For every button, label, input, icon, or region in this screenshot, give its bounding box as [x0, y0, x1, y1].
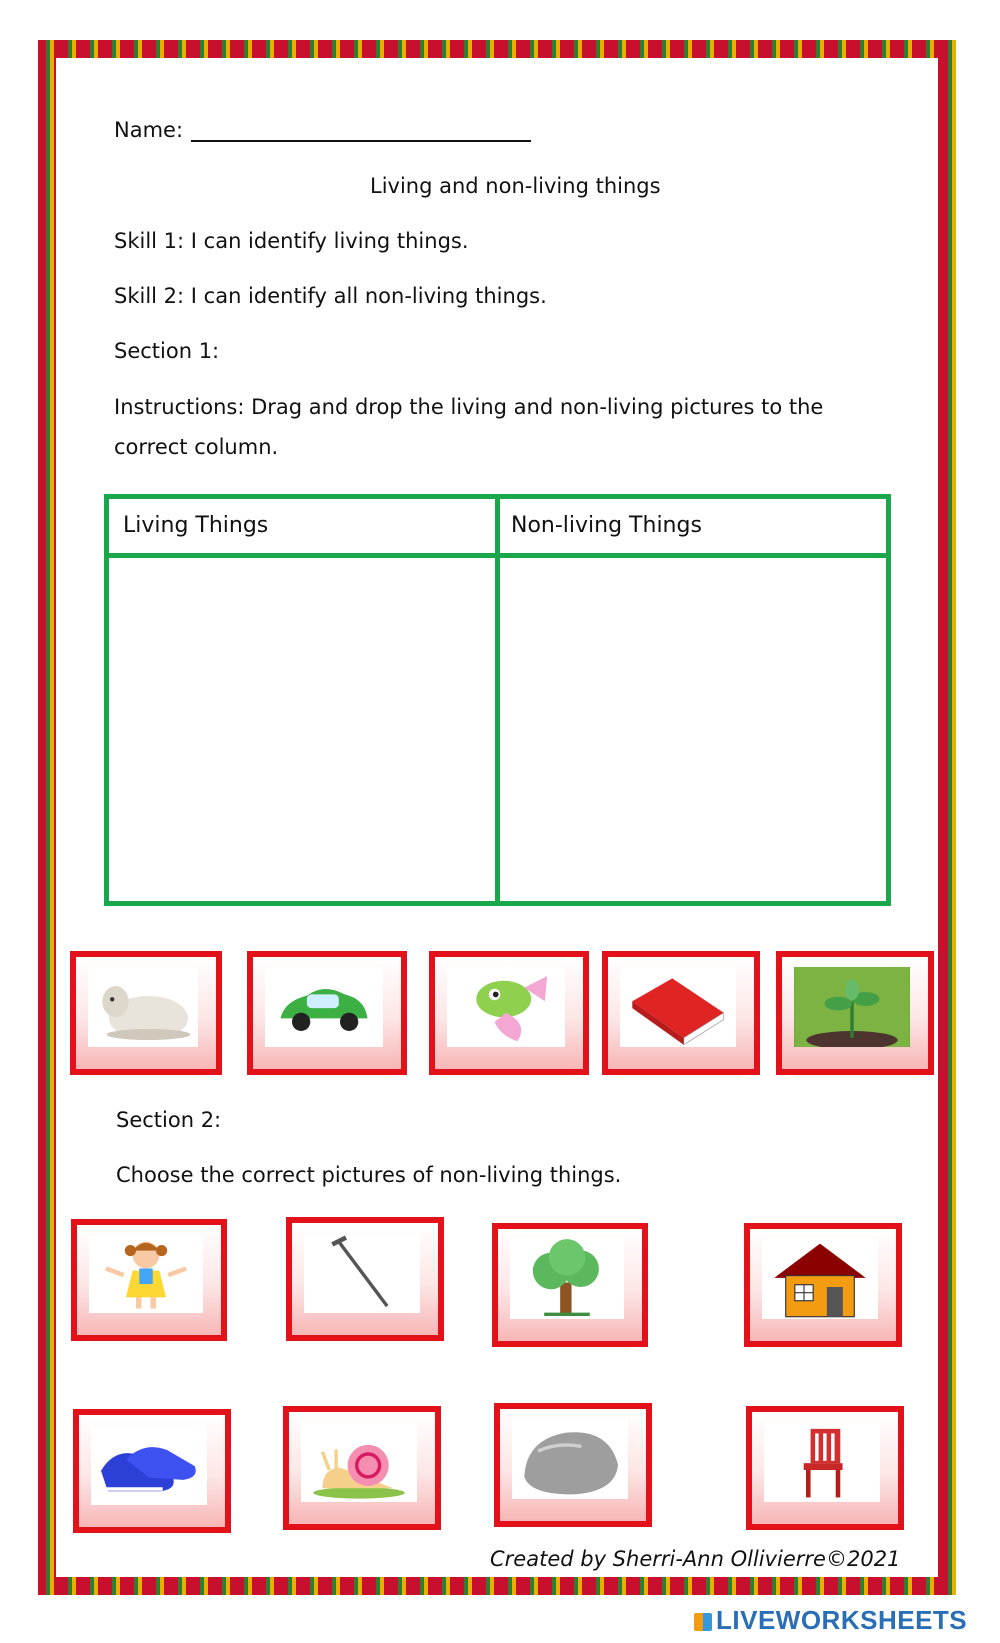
drag-card-book[interactable]	[602, 951, 760, 1075]
instructions-line-1: Instructions: Drag and drop the living and non-living pictures to the	[114, 395, 824, 419]
car-icon	[265, 967, 383, 1047]
drag-card-fish[interactable]	[429, 951, 589, 1075]
choice-card-nail[interactable]	[286, 1217, 444, 1341]
girl-icon	[89, 1235, 203, 1313]
choice-card-girl[interactable]	[71, 1219, 227, 1341]
snail-icon	[301, 1422, 417, 1502]
nail-icon	[304, 1233, 420, 1313]
rock-icon	[512, 1419, 628, 1499]
fish-icon	[447, 967, 565, 1047]
chair-icon	[764, 1422, 880, 1502]
credit-text: Created by Sherri-Ann Ollivierre©2021	[490, 1547, 901, 1571]
tree-icon	[510, 1239, 624, 1319]
house-icon	[762, 1239, 878, 1319]
name-row	[114, 118, 531, 142]
non-living-things-header: Non-living Things	[511, 513, 702, 538]
plant-icon	[794, 967, 910, 1047]
section-2-heading: Section 2:	[116, 1108, 222, 1132]
skill-2-text: Skill 2: I can identify all non-living things.	[114, 284, 547, 308]
liveworksheets-logo	[694, 1605, 967, 1636]
choice-card-tree[interactable]	[492, 1223, 648, 1347]
choice-card-house[interactable]	[744, 1223, 902, 1347]
non-living-drop-zone[interactable]	[500, 558, 886, 901]
name-label: Name:	[114, 118, 184, 142]
shoes-icon	[91, 1425, 207, 1505]
drag-card-sheep[interactable]	[70, 951, 222, 1075]
choice-card-chair[interactable]	[746, 1406, 904, 1530]
living-drop-zone[interactable]	[109, 558, 495, 901]
drag-card-car[interactable]	[247, 951, 407, 1075]
section-2-instruction: Choose the correct pictures of non-living things.	[116, 1163, 622, 1187]
choice-card-shoes[interactable]	[73, 1409, 231, 1533]
skill-1-text: Skill 1: I can identify living things.	[114, 229, 469, 253]
page-title: Living and non-living things	[370, 174, 661, 198]
choice-card-rock[interactable]	[494, 1403, 652, 1527]
choice-card-snail[interactable]	[283, 1406, 441, 1530]
book-icon	[620, 967, 736, 1047]
section-1-heading: Section 1:	[114, 339, 220, 363]
sorting-table	[104, 494, 891, 906]
sheep-icon	[88, 967, 198, 1047]
living-things-header: Living Things	[123, 513, 269, 538]
name-input-line[interactable]	[191, 120, 531, 142]
drag-card-plant[interactable]	[776, 951, 934, 1075]
instructions-line-2: correct column.	[114, 435, 279, 459]
logo-grid-icon	[694, 1613, 712, 1631]
brand-text: LIVEWORKSHEETS	[716, 1605, 968, 1635]
